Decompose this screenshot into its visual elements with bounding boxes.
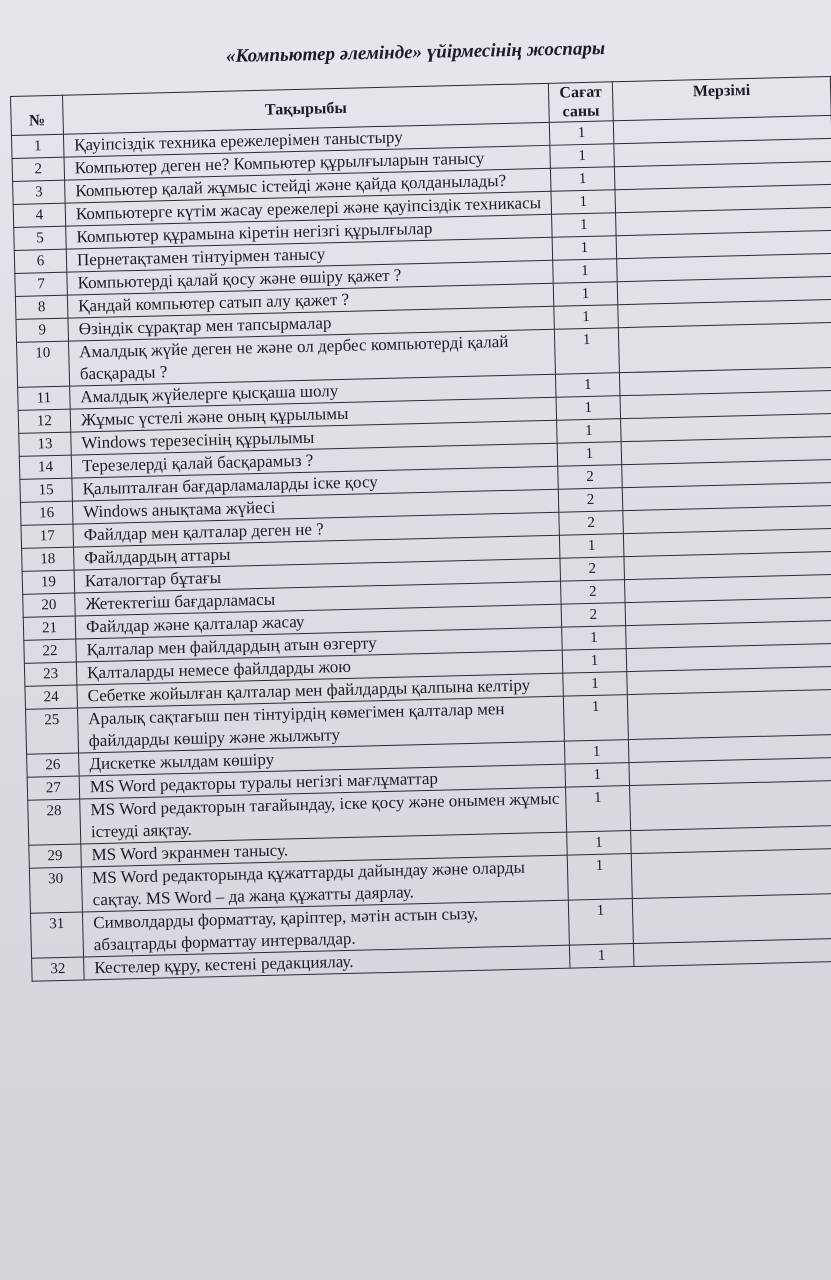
header-number: № [11, 95, 64, 135]
row-topic: Жұмыс үстелі және оның құрылымы [70, 397, 556, 432]
row-hours: 1 [562, 626, 627, 651]
row-topic: Жетектегіш бағдарламасы [75, 581, 561, 616]
row-date [618, 322, 831, 372]
row-number: 24 [25, 685, 78, 709]
row-topic: Қауіпсіздік техника ережелерімен таныстыру [63, 122, 549, 157]
row-topic: Компьютер деген не? Компьютер құрылғыларын танысу [64, 145, 550, 180]
row-hours: 2 [558, 465, 623, 490]
row-topic: Терезелерді қалай басқарамыз ? [71, 443, 557, 478]
row-number: 19 [22, 570, 75, 594]
row-number: 29 [29, 844, 82, 868]
row-number: 17 [21, 524, 74, 548]
row-number: 27 [27, 776, 80, 800]
row-topic: Пернетақтамен тінтуірмен танысу [66, 237, 552, 272]
row-hours: 1 [567, 831, 632, 856]
row-hours: 1 [554, 328, 619, 375]
row-date [632, 893, 831, 943]
row-hours: 1 [565, 763, 630, 788]
row-hours: 1 [556, 396, 621, 421]
row-number: 30 [29, 867, 82, 913]
row-hours: 2 [561, 580, 626, 605]
row-hours: 1 [553, 282, 618, 307]
row-hours: 1 [569, 944, 634, 969]
row-hours: 1 [566, 786, 631, 833]
row-date [627, 689, 831, 739]
row-topic: Себетке жойылған қалталар мен файлдарды қалпына келтіру [77, 673, 563, 708]
header-date: Мерзімі [612, 76, 831, 120]
row-topic: Амалдық жүйе деген не және ол дербес компьютерді қалай басқарады ? [69, 329, 556, 386]
row-hours: 1 [557, 419, 622, 444]
row-number: 13 [19, 432, 72, 456]
row-hours: 2 [559, 511, 624, 536]
row-hours: 1 [549, 121, 614, 146]
row-hours: 1 [563, 695, 628, 742]
row-number: 32 [32, 957, 85, 981]
row-topic: Қандай компьютер сатып алу қажет ? [67, 283, 553, 318]
row-hours: 2 [558, 488, 623, 513]
row-hours: 1 [557, 442, 622, 467]
row-number: 28 [28, 799, 81, 845]
row-hours: 1 [559, 534, 624, 559]
row-number: 1 [11, 134, 64, 158]
row-number: 18 [22, 547, 75, 571]
row-topic: Файлдар және қалталар жасау [75, 604, 561, 639]
row-topic: Windows терезесінің құрылымы [71, 420, 557, 455]
row-number: 21 [23, 616, 76, 640]
row-hours: 1 [550, 167, 615, 192]
document-title: «Компьютер әлемінде» үйірмесінің жоспары [225, 38, 606, 67]
row-number: 26 [27, 753, 80, 777]
row-topic: Символдарды форматтау, қаріптер, мәтін астын сызу, абзацтарды форматтау интервалдар. [82, 900, 569, 957]
row-hours: 1 [552, 213, 617, 238]
row-number: 2 [12, 157, 65, 181]
row-number: 15 [20, 478, 73, 502]
row-date [633, 938, 831, 966]
row-topic: Қалталар мен файлдардың атын өзгерту [76, 627, 562, 662]
row-number: 9 [16, 318, 69, 342]
row-topic: Кестелер құру, кестені редакциялау. [84, 945, 570, 980]
row-number: 10 [17, 341, 70, 387]
row-hours: 1 [552, 236, 617, 261]
row-hours: 1 [568, 899, 633, 946]
row-hours: 1 [563, 672, 628, 697]
row-topic: MS Word редакторында құжаттарды дайындау және оларды сақтау. MS Word – да жаңа құжатты даярлау. [81, 855, 568, 912]
row-number: 8 [15, 295, 68, 319]
row-number: 11 [18, 386, 71, 410]
row-number: 6 [14, 249, 67, 273]
row-topic: Амалдық жүйелерге қысқаша шолу [70, 374, 556, 409]
row-hours: 1 [551, 190, 616, 215]
row-number: 25 [25, 708, 78, 754]
header-topic: Тақырыбы [62, 83, 549, 134]
row-number: 7 [15, 272, 68, 296]
row-topic: Файлдар мен қалталар деген не ? [73, 512, 559, 547]
row-hours: 2 [560, 557, 625, 582]
row-topic: Өзіндік сұрақтар мен тапсырмалар [68, 306, 554, 341]
row-topic: MS Word экранмен танысу. [81, 832, 567, 867]
row-number: 31 [30, 912, 83, 958]
row-hours: 1 [567, 854, 632, 901]
row-topic: Файлдардың аттары [74, 535, 560, 570]
row-topic: Windows анықтама жүйесі [72, 489, 558, 524]
row-number: 14 [19, 455, 72, 479]
row-date [631, 848, 831, 898]
row-hours: 1 [562, 649, 627, 674]
row-number: 3 [13, 180, 66, 204]
row-hours: 1 [550, 144, 615, 169]
row-topic: Каталогтар бұтағы [74, 558, 560, 593]
row-topic: Компьютерге күтім жасау ережелері және қауіпсіздік техникасы [65, 191, 551, 226]
row-topic: Компьютерді қалай қосу және өшіру қажет ? [67, 260, 553, 295]
row-topic: Компьютер қалай жұмыс істейді және қайда қолданылады? [65, 168, 551, 203]
row-number: 23 [24, 662, 77, 686]
row-number: 12 [18, 409, 71, 433]
row-topic: Дискетке жылдам көшіру [79, 741, 565, 776]
row-topic: Қалыпталған бағдарламаларды іске қосу [72, 466, 558, 501]
row-hours: 2 [561, 603, 626, 628]
row-hours: 1 [564, 740, 629, 765]
row-number: 5 [14, 226, 67, 250]
row-hours: 1 [555, 373, 620, 398]
row-topic: Қалталарды немесе файлдарды жою [76, 650, 562, 685]
row-hours: 1 [554, 305, 619, 330]
row-hours: 1 [553, 259, 618, 284]
row-topic: MS Word редакторы туралы негізгі мағлұматтар [79, 764, 565, 799]
row-topic: MS Word редакторын тағайындау, іске қосу және онымен жұмыс істеуді аяқтау. [80, 787, 567, 844]
row-number: 20 [23, 593, 76, 617]
row-topic: Компьютер құрамына кіретін негізгі құрылғылар [66, 214, 552, 249]
row-number: 16 [20, 501, 73, 525]
plan-table [10, 76, 831, 982]
row-topic: Аралық сақтағыш пен тінтуірдің көмегімен қалталар мен файлдарды көшіру және жылжыту [77, 696, 564, 753]
row-date [630, 780, 831, 830]
row-number: 4 [13, 203, 66, 227]
row-number: 22 [24, 639, 77, 663]
header-hours: Сағат саны [548, 82, 613, 123]
